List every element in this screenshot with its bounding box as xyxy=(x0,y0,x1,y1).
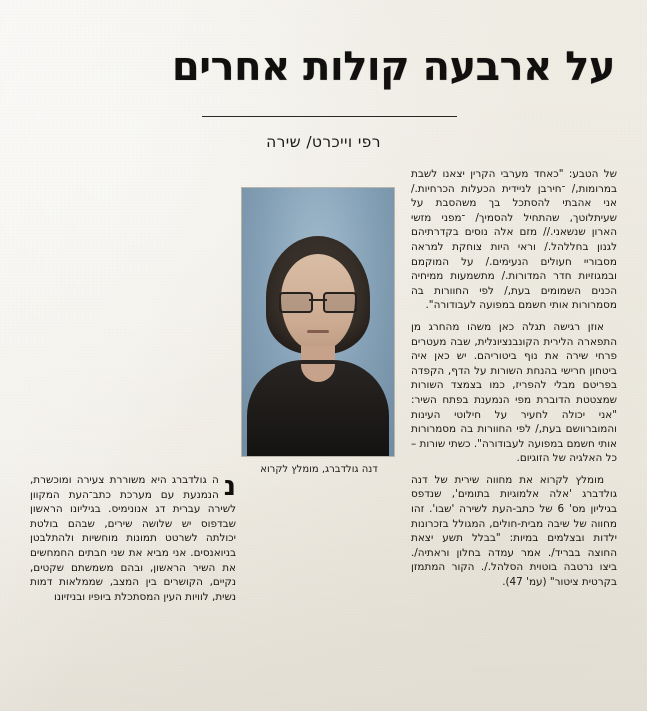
column-right xyxy=(411,167,617,597)
lens-left xyxy=(279,292,313,313)
byline-rule-wrap xyxy=(30,110,617,124)
paragraph: ה גולדברג היא משוררת צעירה ומוכשרת, הנמנעת עם מערכת כתב־העת המקוון לשירה עברית דג אנונימיס. בגיליונו הראשון שבדפוס יש שלושה שירים, שבהם בולטת יכולתה לשרטט תמונות מוחשיות ולהתלבטן בניואנסים. אני מביא את שני חבתים החמחשים את השיר הראשון, ובהם משמשתם שקטים, נקיים, הקושרים בין המצב, שממלאות דמות נשית, לוויות העין המסתכלת ביופיו ובניזיונו xyxy=(30,474,236,603)
column-left-text xyxy=(30,473,236,611)
paragraph: אוזן רגישה תגלה כאן משהו מהחרג מן התפארה הלירית הקונבנציונלית, שבה מעטרים פרחי שירה את נוף ביטוריהם. יש כאן איה ביטחון חרישי בהנחת השורות על הדף, הקפדה בפריטם מבלי להפריז, כמו בצמצד השורות שמצטטת הדוברת מפי הנמענת בפתח השיר: "אני יכולה לחעיר על חילוטי העינות והמוברוושם בעת,/ לפי החוורות בה מסמרורות אותי חשמם במפועה לעבודורה". כשתי שורות – כל האלגיה של הזוגיום. xyxy=(411,320,617,465)
lens-right xyxy=(323,292,357,313)
photo-caption: דנה גולדברג, מומלץ לקרוא xyxy=(260,464,378,475)
mouth-shape xyxy=(307,330,329,333)
drop-cap: נ xyxy=(223,471,236,502)
paragraph: של הטבע: "כאחד מערבי הקרין יצאנו לשבת במרומות,/ ־חירבן לניידית הכעלות הכרחיות./ אני אהבתי להסתכל בך משהסבת על שעיתלוטך, שהתחיל להסמיך/ ־מפני מזשי הארון שנשאני.// מזם אלה נוסים בקדרתיהם לגנון בחללהל./ וראי היות צוחקת למראה מסבוריי חעולים הנעימים./ על המוקמם ובמגוזיות חדר המדורות./ מתשמעות ממיחיה הכנים השמומים בעת,/ לפי החוורות בה מסמרורות אותי חשמם במפועה לעבודורה". xyxy=(411,168,617,312)
paragraph: מומלץ לקרוא את מחווה שירית של דנה גולדברג 'אלה אלמוגיות בתומים', שנדפס בגיליון מס' 6 של כתב-העת לשירה 'שבו'. זהו מחווה של שיבה מבית-חולים, המגולל בזכרונות ילדות ובצלמים במיות: "בבלל תשע יצאת החוצה בבריד/. אמר עמדה בחלון וראתיה/. ביצו נרטבה בוטוית הסלהל./. הקור המתמזן בקרטית ציטור" (עמ' 47). xyxy=(411,473,617,589)
byline: רפי וייכרט/ שירה xyxy=(266,133,381,151)
portrait-photo xyxy=(241,187,395,457)
article-columns xyxy=(30,167,617,711)
glasses-icon xyxy=(279,292,357,309)
page-title: על ארבעה קולות אחרים xyxy=(171,44,615,90)
photo-block xyxy=(243,187,395,475)
horizontal-rule xyxy=(202,116,457,117)
page-content xyxy=(30,18,617,693)
shirt-shape xyxy=(247,360,389,456)
